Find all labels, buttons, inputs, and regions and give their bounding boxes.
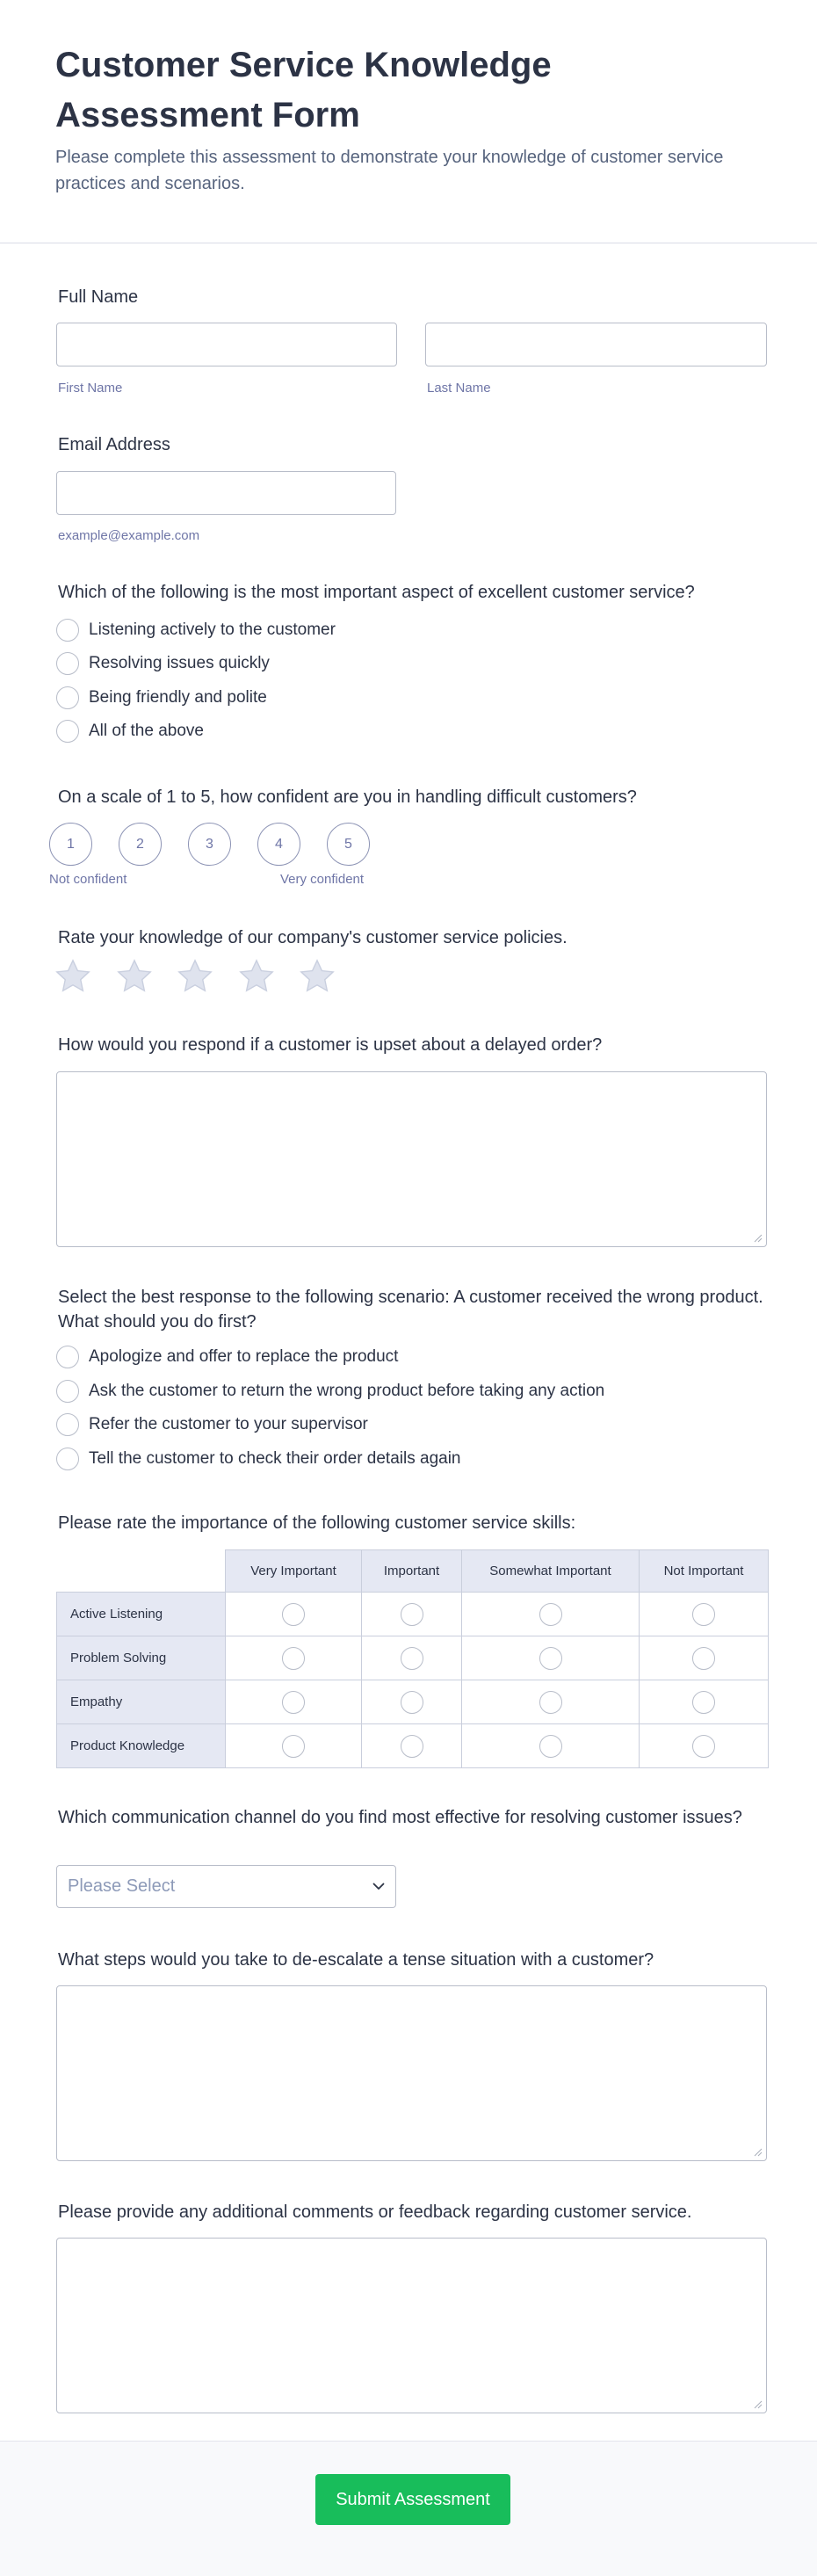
star-icon[interactable] — [54, 958, 91, 995]
radio-button[interactable] — [56, 1448, 79, 1470]
full-name-label: Full Name — [58, 287, 139, 307]
matrix-cell[interactable] — [362, 1724, 462, 1768]
aspect-option[interactable] — [56, 618, 336, 642]
email-label: Email Address — [58, 435, 170, 454]
radio-button[interactable] — [401, 1691, 423, 1714]
radio-button[interactable] — [401, 1735, 423, 1758]
matrix-cell[interactable] — [362, 1636, 462, 1680]
matrix-cell[interactable] — [640, 1680, 769, 1724]
wrong-product-option[interactable] — [56, 1379, 604, 1404]
radio-button[interactable] — [56, 720, 79, 743]
matrix-cell[interactable] — [462, 1593, 640, 1636]
matrix-column-header: Very Important — [226, 1550, 362, 1593]
option-label: All of the above — [89, 722, 204, 740]
radio-button[interactable] — [56, 1346, 79, 1368]
skills-matrix-question: Please rate the importance of the following customer service skills: — [58, 1513, 576, 1533]
form-subtitle: Please complete this assessment to demonstrate your knowledge of customer service practices and scenarios. — [55, 148, 724, 193]
option-label: Ask the customer to return the wrong product before taking any action — [89, 1382, 605, 1400]
wrong-product-question: Select the best response to the following scenario: A customer received the wrong product. What should you do first? — [58, 1288, 763, 1332]
matrix-cell[interactable] — [226, 1636, 362, 1680]
matrix-cell[interactable] — [462, 1636, 640, 1680]
radio-button[interactable] — [56, 619, 79, 642]
deescalate-textarea[interactable] — [56, 1985, 767, 2161]
resize-grip-icon[interactable] — [754, 2400, 763, 2409]
scale-option-5[interactable]: 5 — [327, 823, 370, 866]
resize-grip-icon[interactable] — [754, 1234, 763, 1243]
wrong-product-option[interactable] — [56, 1345, 398, 1369]
radio-button[interactable] — [56, 1413, 79, 1436]
aspect-option[interactable] — [56, 719, 204, 744]
radio-button[interactable] — [539, 1735, 562, 1758]
radio-button[interactable] — [282, 1691, 305, 1714]
matrix-cell[interactable] — [362, 1593, 462, 1636]
radio-button[interactable] — [56, 1380, 79, 1403]
radio-button[interactable] — [692, 1735, 715, 1758]
delayed-order-question: How would you respond if a customer is upset about a delayed order? — [58, 1035, 603, 1055]
comments-question: Please provide any additional comments or feedback regarding customer service. — [58, 2202, 692, 2222]
option-label: Apologize and offer to replace the product — [89, 1347, 399, 1366]
star-icon[interactable] — [177, 958, 213, 995]
radio-button[interactable] — [692, 1691, 715, 1714]
matrix-row-label: Empathy — [57, 1680, 226, 1724]
channel-select[interactable] — [56, 1865, 396, 1908]
matrix-row-label: Active Listening — [57, 1593, 226, 1636]
matrix-cell[interactable] — [462, 1680, 640, 1724]
scale-option-4[interactable]: 4 — [257, 823, 300, 866]
radio-button[interactable] — [539, 1603, 562, 1626]
form-header — [0, 0, 817, 243]
option-label: Refer the customer to your supervisor — [89, 1415, 368, 1433]
aspect-option[interactable] — [56, 651, 270, 676]
email-input[interactable] — [56, 471, 396, 515]
matrix-cell[interactable] — [226, 1680, 362, 1724]
rating-question: Rate your knowledge of our company's customer service policies. — [58, 928, 568, 947]
radio-button[interactable] — [282, 1735, 305, 1758]
aspect-option[interactable] — [56, 686, 267, 710]
scale-option-3[interactable]: 3 — [188, 823, 231, 866]
matrix-column-header: Not Important — [640, 1550, 769, 1593]
matrix-cell[interactable] — [640, 1593, 769, 1636]
radio-button[interactable] — [401, 1603, 423, 1626]
radio-button[interactable] — [282, 1603, 305, 1626]
submit-button[interactable]: Submit Assessment — [315, 2474, 510, 2525]
matrix-cell[interactable] — [462, 1724, 640, 1768]
matrix-cell[interactable] — [640, 1636, 769, 1680]
wrong-product-option[interactable] — [56, 1412, 368, 1437]
radio-button[interactable] — [56, 652, 79, 675]
wrong-product-option[interactable] — [56, 1447, 461, 1471]
radio-button[interactable] — [401, 1647, 423, 1670]
comments-textarea[interactable] — [56, 2238, 767, 2413]
matrix-cell[interactable] — [362, 1680, 462, 1724]
channel-question: Which communication channel do you find most effective for resolving customer issues? — [58, 1808, 742, 1827]
scale-option-1[interactable]: 1 — [49, 823, 92, 866]
resize-grip-icon[interactable] — [754, 2148, 763, 2157]
matrix-row — [57, 1680, 769, 1724]
matrix-cell[interactable] — [640, 1724, 769, 1768]
matrix-cell[interactable] — [226, 1724, 362, 1768]
channel-select-value: Please Select — [68, 1876, 176, 1896]
matrix-cell[interactable] — [226, 1593, 362, 1636]
first-name-sublabel: First Name — [58, 381, 123, 395]
star-icon[interactable] — [299, 958, 336, 995]
scale-min-label: Not confident — [49, 872, 127, 887]
radio-button[interactable] — [539, 1647, 562, 1670]
matrix-column-header: Somewhat Important — [462, 1550, 640, 1593]
matrix-row — [57, 1593, 769, 1636]
radio-button[interactable] — [692, 1603, 715, 1626]
matrix-row — [57, 1724, 769, 1768]
delayed-order-textarea[interactable] — [56, 1071, 767, 1247]
first-name-input[interactable] — [56, 323, 397, 366]
radio-button[interactable] — [539, 1691, 562, 1714]
chevron-down-icon — [372, 1883, 385, 1890]
matrix-row-label: Product Knowledge — [57, 1724, 226, 1768]
skills-matrix — [56, 1549, 769, 1768]
star-icon[interactable] — [116, 958, 153, 995]
matrix-column-header: Important — [362, 1550, 462, 1593]
radio-button[interactable] — [56, 686, 79, 709]
option-label: Being friendly and polite — [89, 688, 267, 707]
matrix-row — [57, 1636, 769, 1680]
scale-option-2[interactable]: 2 — [119, 823, 162, 866]
option-label: Tell the customer to check their order details again — [89, 1449, 461, 1468]
matrix-corner — [57, 1550, 226, 1593]
important-aspect-question: Which of the following is the most important aspect of excellent customer service? — [58, 583, 695, 602]
radio-button[interactable] — [282, 1647, 305, 1670]
scale-max-label: Very confident — [280, 872, 365, 887]
last-name-input[interactable] — [425, 323, 767, 366]
form-title: Customer Service Knowledge Assessment Form — [55, 46, 552, 134]
confidence-question: On a scale of 1 to 5, how confident are you in handling difficult customers? — [58, 787, 637, 807]
email-sublabel: example@example.com — [58, 528, 200, 543]
option-label: Resolving issues quickly — [89, 654, 270, 672]
matrix-row-label: Problem Solving — [57, 1636, 226, 1680]
deescalate-question: What steps would you take to de-escalate a tense situation with a customer? — [58, 1950, 654, 1970]
radio-button[interactable] — [692, 1647, 715, 1670]
last-name-sublabel: Last Name — [427, 381, 491, 395]
option-label: Listening actively to the customer — [89, 620, 336, 639]
star-icon[interactable] — [238, 958, 275, 995]
